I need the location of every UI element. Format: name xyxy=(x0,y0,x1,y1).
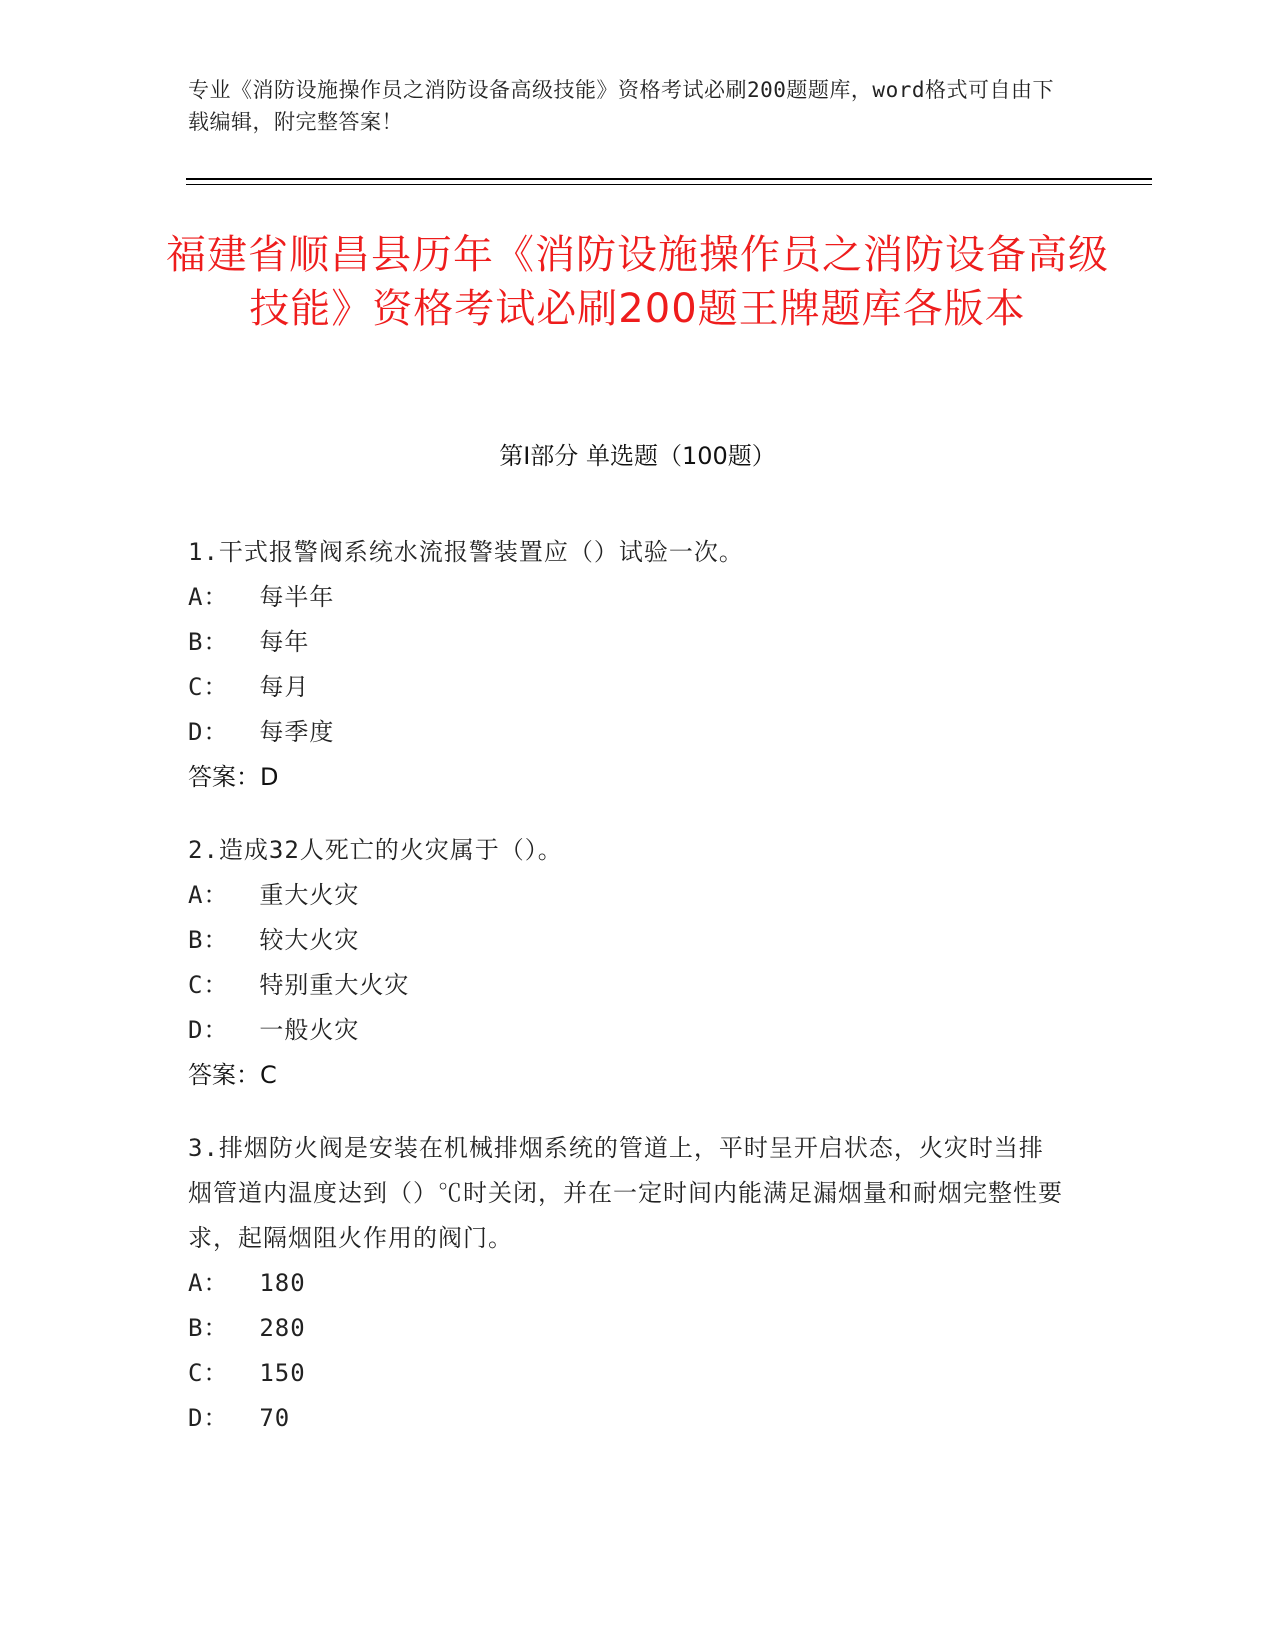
section-title: 第Ⅰ部分 单选题（100题） xyxy=(499,442,776,470)
option-b: B： 每年 xyxy=(188,628,310,656)
answer: 答案：D xyxy=(188,763,279,791)
option-a: A： 每半年 xyxy=(188,583,335,611)
document-title: 福建省顺昌县历年《消防设施操作员之消防设备高级技能》资格考试必刷200题王牌题库各版本 xyxy=(166,232,1109,332)
question-stem: 2.造成32人死亡的火灾属于（）。 xyxy=(188,836,563,864)
header-rule-thin xyxy=(186,184,1152,185)
header-rule-thick xyxy=(186,178,1152,180)
option-c: C： 特别重大火灾 xyxy=(188,971,410,999)
option-d: D： 70 xyxy=(188,1404,291,1432)
option-a: A： 180 xyxy=(188,1269,306,1297)
option-a: A： 重大火灾 xyxy=(188,881,360,909)
question-2 xyxy=(188,828,1068,1098)
option-d: D： 一般火灾 xyxy=(188,1016,360,1044)
option-b: B： 较大火灾 xyxy=(188,926,360,954)
question-1 xyxy=(188,530,1068,800)
question-stem: 1.干式报警阀系统水流报警装置应（）试验一次。 xyxy=(188,538,744,566)
option-c: C： 150 xyxy=(188,1359,306,1387)
answer: 答案：C xyxy=(188,1061,277,1089)
question-list xyxy=(188,530,1068,1469)
option-b: B： 280 xyxy=(188,1314,306,1342)
header-note: 专业《消防设施操作员之消防设备高级技能》资格考试必刷200题题库，word格式可自由下载编辑，附完整答案！ xyxy=(188,78,1054,134)
option-c: C： 每月 xyxy=(188,673,310,701)
question-stem: 3.排烟防火阀是安装在机械排烟系统的管道上，平时呈开启状态，火灾时当排烟管道内温度达到（）℃时关闭，并在一定时间内能满足漏烟量和耐烟完整性要求，起隔烟阻火作用的阀门。 xyxy=(188,1134,1063,1252)
option-d: D： 每季度 xyxy=(188,718,335,746)
question-3 xyxy=(188,1126,1068,1441)
